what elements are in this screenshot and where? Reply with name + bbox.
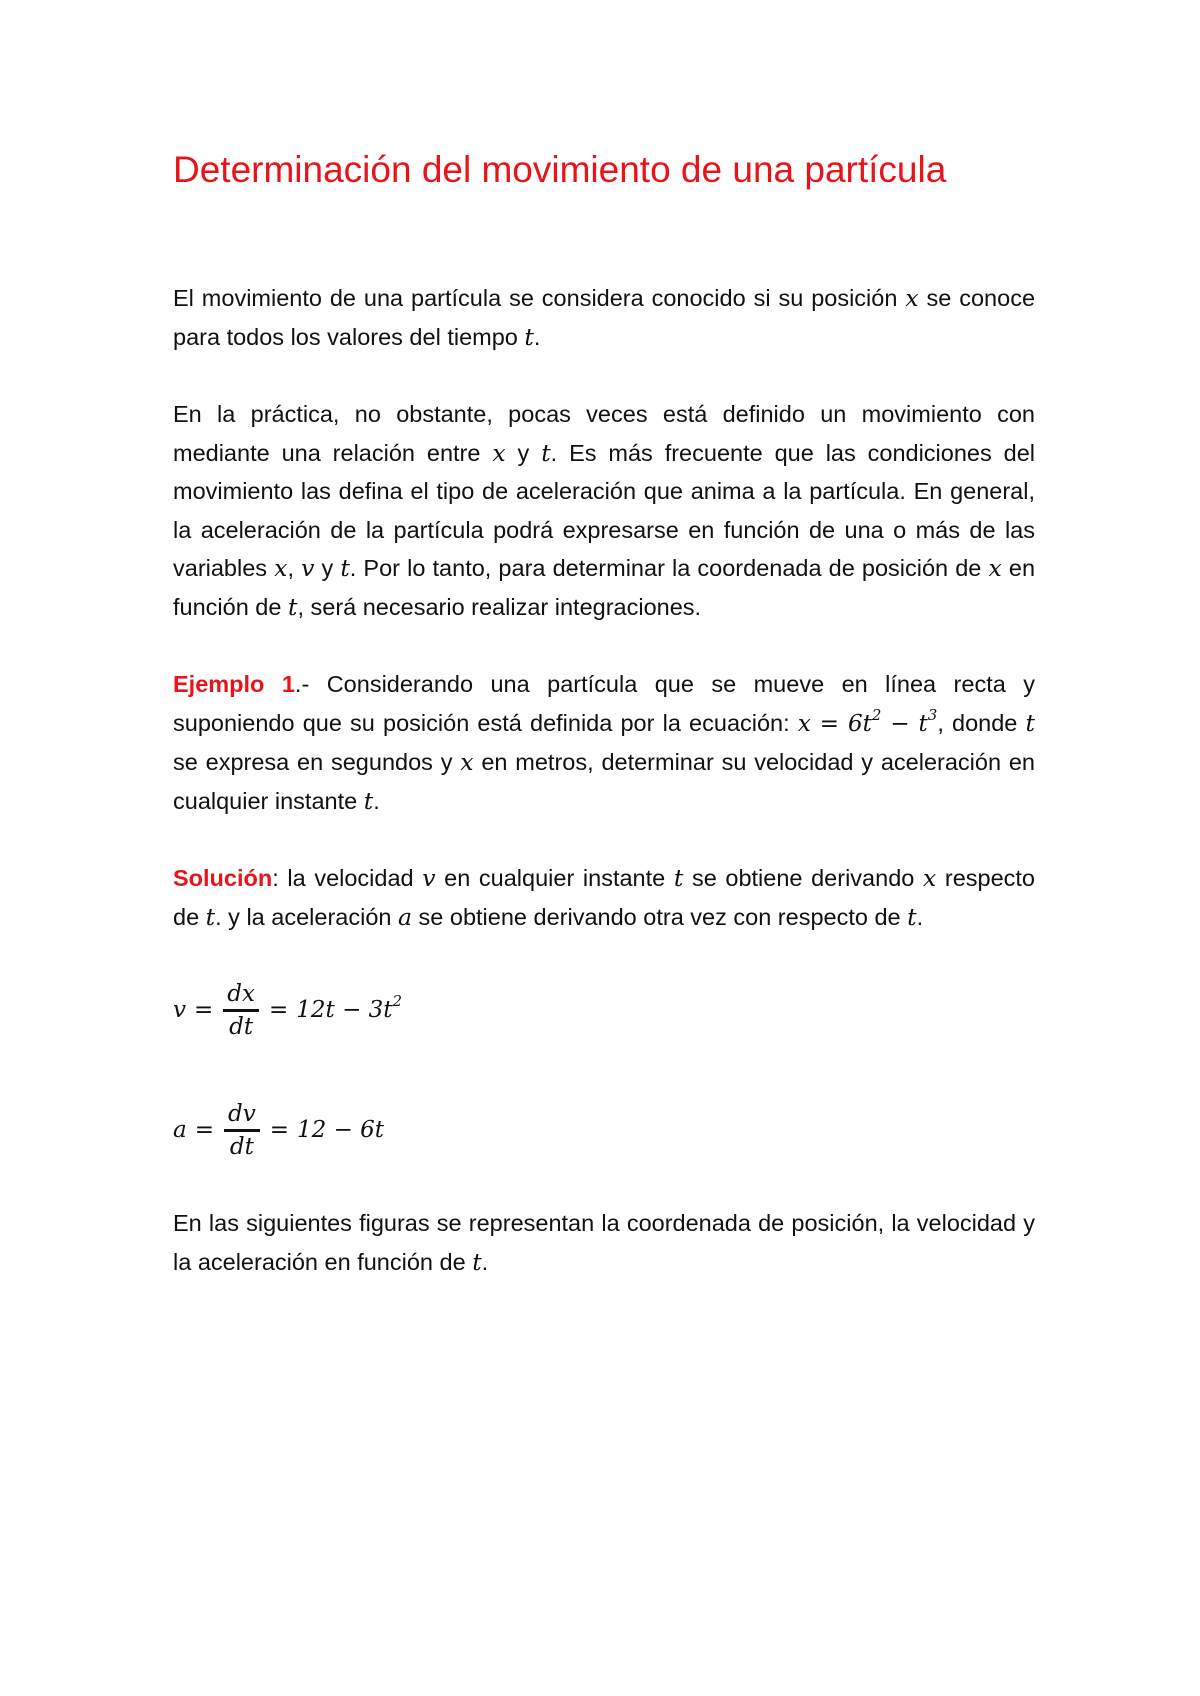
text-run: en cualquier instante: [435, 865, 674, 891]
math-var: t: [524, 322, 534, 351]
text-run: .: [916, 903, 924, 930]
math-var: t: [205, 902, 216, 931]
velocity-equation: [173, 970, 1035, 1050]
equation-rhs: 12 − 6t: [297, 1117, 385, 1143]
text-run: en función de: [173, 555, 1036, 620]
math-var: x: [905, 284, 919, 312]
math-run: x = 6t: [797, 710, 872, 737]
math-var: t: [287, 592, 298, 621]
text-run: ,: [287, 555, 302, 581]
fraction-numerator: dx: [227, 980, 255, 1007]
text-run: . Por lo tanto, para determinar la coordenada de posición de: [349, 555, 989, 581]
paragraph-solution: [173, 859, 1035, 936]
text-run: se expresa en segundos y: [173, 749, 461, 775]
text-run: .: [373, 787, 380, 814]
equation-rhs: [296, 992, 403, 1023]
math-run: 12t − 3t: [296, 997, 393, 1023]
math-var: t: [1025, 708, 1035, 737]
position-equation: [797, 705, 938, 737]
paragraph-intro: [173, 279, 1035, 356]
text-run: En las siguientes figuras se representan la coordenada de posición, la velocidad y la aceleración en función de: [173, 1210, 1035, 1275]
math-var: t: [363, 786, 374, 815]
text-run: . y la aceleración: [215, 903, 398, 930]
text-run: y: [314, 555, 341, 581]
math-var: t: [541, 438, 551, 467]
fraction: [221, 979, 261, 1042]
text-run: . Es más frecuente que las condiciones del movimiento las defina el tipo de aceleración que anima a la partícula. En general, la aceleración de la partícula podrá expresarse en función de una o más de las variables: [173, 439, 1036, 581]
paragraph-practice: [173, 395, 1035, 626]
fraction: [222, 1099, 262, 1162]
equals-sign: =: [269, 1117, 289, 1143]
text-run: respecto de: [173, 865, 1035, 930]
math-var: x: [988, 554, 1002, 582]
paragraph-figures: [173, 1204, 1035, 1281]
text-run: se obtiene derivando otra vez con respecto de: [412, 903, 908, 930]
text-run: En la práctica, no obstante, pocas veces está definido un movimiento con mediante una relación entre: [173, 401, 1035, 466]
example-label: Ejemplo 1: [173, 671, 295, 697]
equals-sign: =: [268, 997, 289, 1023]
equals-sign: =: [194, 997, 214, 1023]
math-var: x: [492, 438, 506, 467]
math-var: v: [301, 554, 315, 582]
text-run: se obtiene derivando: [683, 865, 923, 891]
text-run: y: [505, 439, 542, 466]
math-var: t: [472, 1247, 482, 1276]
text-run: se conoce para todos los valores del tiempo: [173, 285, 1036, 350]
text-run: .: [481, 1248, 489, 1275]
exponent: 2: [392, 992, 403, 1011]
paragraph-example: [173, 665, 1035, 820]
equation-lhs: v: [173, 997, 186, 1023]
math-var: x: [460, 748, 474, 776]
text-run: , será necesario realizar integraciones.: [297, 593, 702, 620]
equals-sign: =: [194, 1117, 214, 1143]
text-run: en metros, determinar su velocidad y aceleración en cualquier instante: [173, 749, 1035, 814]
math-var: x: [922, 864, 937, 892]
document-title: Determinación del movimiento de una partícula: [173, 149, 947, 190]
text-run: .- Considerando una partícula que se mueve en línea recta y suponiendo que su posición está definida por la ecuación:: [173, 671, 1035, 736]
math-var: t: [673, 864, 684, 892]
acceleration-equation: [173, 1090, 1035, 1170]
math-var: x: [274, 554, 288, 582]
math-var: v: [422, 864, 436, 892]
math-var: t: [907, 902, 917, 931]
fraction-numerator: dv: [228, 1100, 256, 1127]
math-var: t: [340, 554, 350, 582]
text-run: .: [533, 323, 541, 350]
exponent: 3: [927, 705, 938, 724]
exponent: 2: [871, 705, 882, 724]
text-run: El movimiento de una partícula se considera conocido si su posición: [173, 285, 906, 311]
math-var: a: [398, 902, 413, 931]
fraction-denominator: dt: [229, 1133, 254, 1160]
solution-label: Solución: [173, 865, 273, 891]
document-body: [173, 148, 1035, 1281]
text-run: : la velocidad: [272, 865, 423, 891]
math-run: − t: [881, 710, 928, 737]
text-run: , donde: [937, 709, 1026, 736]
equation-lhs: a: [173, 1117, 187, 1143]
fraction-denominator: dt: [229, 1013, 254, 1040]
